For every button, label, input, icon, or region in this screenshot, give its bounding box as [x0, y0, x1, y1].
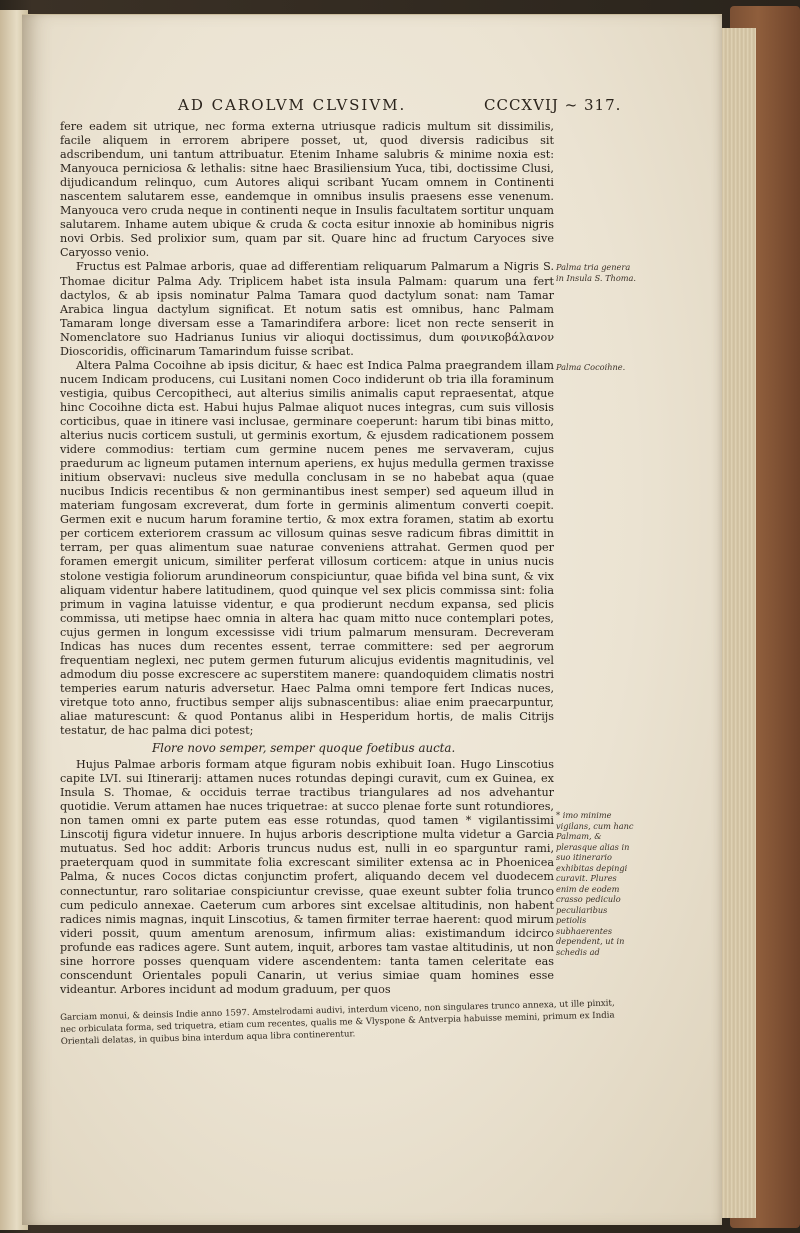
paragraph-2: Fructus est Palmae arboris, quae ad differentiam reliquarum Palmarum a Nigris S. Thomae dicitur Palma Ady. Triplicem habet ista insula Palmam: quarum una fert dactylos, & ab ipsis nominatur Palma Tamara quod dactylum sonat: nam Tamar Arabica lingua dactylum significat. Et notum satis est omnibus, hanc Palmam Tamaram longe diversam esse a Tamarindifera arbore: licet non recte senserit in Nomenclatore suo Hadrianus Iunius vir alioqui doctissimus, dum φοινικοβάλανον Dioscoridis, officinarum Tamarindum fuisse scribat. [60, 260, 554, 358]
folio-number: CCCXVIJ ~ 317. [484, 96, 622, 114]
running-title: AD CAROLVM CLVSIVM. [178, 96, 407, 114]
margin-note-palm-types: Palma tria genera in Insula S. Thoma. [556, 262, 637, 283]
margin-note-linscotius: * imo minime vigilans, cum hanc Palmam, & plerasque alias in suo itinerario exhibitas depingi curavit. Plures enim de eodem crasso pediculo peculiaribus petiolis subhaerentes dependent, ut in schedis ad [556, 810, 634, 957]
verse-quote: Flore novo semper, semper quoque foetibus aucta. [152, 741, 456, 756]
main-text-block [60, 120, 554, 997]
footnote-text: Garciam monui, & deinsis Indie anno 1597. Amstelrodami audivi, interdum viceno, non singulares trunco annexa, ut ille pinxit, nec orbiculata forma, sed triquetra, etiam cum recentes, qualis me & Vlyspone & Antverpia habuisse memini, primum ex India Orientali delatas, in quibus bina interdum aqua libra continerentur. [60, 998, 615, 1047]
margin-note-coconut-palm: Palma Cocoihne. [556, 362, 626, 372]
paragraph-1: fere eadem sit utrique, nec forma externa utriusque radicis multum sit dissimilis, facile aliquem in errorem abripere posset, ut, quod diversis radicibus sit adscribendum, uni tantum attribuatur. Etenim Inhame salubris & minime noxia est: Manyouca perniciosa & lethalis: sitne haec Brasiliensium Yuca, tibi, doctissime Clusi, dijudicandum relinquo, cum Autores aliqui scribant Yucam omnem in Continenti nascentem salutarem esse, eandemque in omnibus insulis praesens esse venenum. Manyouca vero cruda neque in continenti neque in Insulis facultatem sortitur unquam salutarem. Inhame autem ubique & cruda & cocta esitur innoxie ab hominibus nigris novi Orbis. Sed prolixior sum, quam par sit. Quare hinc ad fructum Caryoces sive Caryosso venio. [60, 120, 554, 260]
paragraph-3: Altera Palma Cocoihne ab ipsis dicitur, & haec est Indica Palma praegrandem illam nucem Indicam producens, cui Lusitani nomen Coco indiderunt ob tria illa foraminum vestigia, quibus Cercopitheci, aut alterius similis animalis caput repraesentat, atque hinc Cocoihne dicta est. Habui hujus Palmae aliquot nuces integras, cum suis villosis corticibus, quae in itinere vasi inclusae, germinare coeperunt: harum tibi binas mitto, alterius nucis corticem sustuli, ut germinis exortum, & ejusdem radicationem possem videre commodius: tertiam cum germine nucem penes me servaveram, cujus praedurum ac ligneum putamen internum aperiens, ex hujus medulla germen traxisse initium observavi: nucleus sive medulla conclusam in se no habebat aqua (quae nucibus Indicis recentibus & non germinantibus inest semper) sed aqueum illud in materiam fungosam excreverat, dum forte in germinis alimentum converti coepit. Germen exit e nucum harum foramine tertio, & mox extra foramen, statim ab exortu per corticem exteriorem crassum ac villosum quinas sesve radicum fibras dimittit in terram, per quas alimentum suae naturae conveniens attrahat. Germen quod per foramen emergit unicum, similiter perferat villosum corticem: atque in unius nucis stolone vestigia foliorum arundineorum conspiciuntur, quae bifida vel bina sunt, & vix aliquam videntur habere latitudinem, quod quinque vel sex plicis commissa sint: folia primum in vagina latuisse videntur, e qua prodierunt necdum expansa, sed plicis commissa, uti metipse haec omnia in altera hac quam mitto nuce contemplari potes, cujus germen in longum excessisse vidi trium palmarum mensuram. Decreveram Indicas has nuces dum recentes essent, terrae committere: sed per aegrorum frequentiam neglexi, nec putem germen futurum alicujus evidentis magnitudinis, vel admodum diu posse excrescere ac superstitem manere: quandoquidem climatis nostri temperies earum naturis adversetur. Haec Palma omni tempore fert Indicas nuces, viretque toto anno, fructibus semper alijs subnascentibus: aliae enim praecarpuntur, aliae maturescunt: & quod Pontanus alibi in Hesperidum hortis, de malis Citrijs testatur, de hac palma dici potest; [60, 358, 554, 738]
paragraph-4: Hujus Palmae arboris formam atque figuram nobis exhibuit Ioan. Hugo Linscotius capite LVI. sui Itinerarij: attamen nuces rotundas depingi curavit, cum ex Guinea, ex Insula S. Thomae, & occiduis terrae tractibus triangulares ad nos advehantur quotidie. Verum attamen hae nuces triquetrae: at succo plenae forte sunt rotundiores, non tamen omni ex parte putem eas esse rotundas, quod tamen * vigilantissimi Linscotij figura videtur innuere. In hujus arboris descriptione multa videtur a Garcia mutuatus. Sed hoc addit: Arboris truncus nudus est, nulli in eo sparguntur rami, praeterquam quod in summitate folia excrescant similiter extensa ac in Phoenicea Palma, & nuces Cocos dictas conjunctim profert, aliquando decem vel duodecem connectuntur, raro solitariae conspiciuntur crevisse, quae exeunt subter folia trunco cum pediculo annexae. Caeterum cum arbores sint excelsae altitudinis, non habent radices nimis magnas, inquit Linscotius, & tamen firmiter terrae haerent: quod mirum videri possit, quum amentum arenosum, infirmum alias: existimandum idcirco profunde eas radices agere. Sunt autem, inquit, arbores tam vastae altitudinis, ut non sine horrore posses quenquam videre ascendentem: tanta tamen celeritate eas conscendunt Orientales populi Canarin, ut verius simiae quam homines esse videantur. Arbores incidunt ad modum graduum, per quos [60, 758, 554, 996]
